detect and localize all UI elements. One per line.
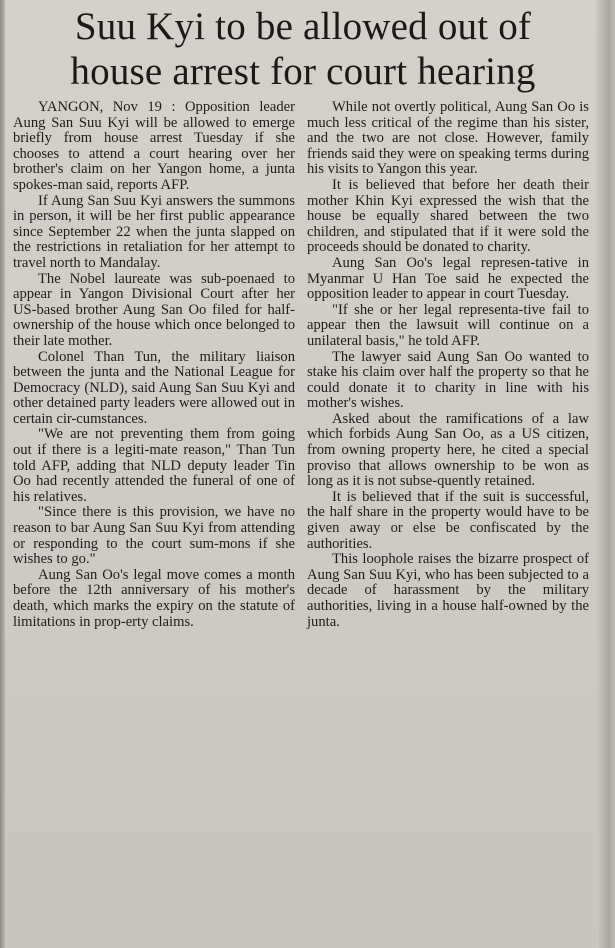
- paper-fold: [596, 0, 615, 948]
- paragraph: The lawyer said Aung San Oo wanted to stake his claim over half the property so that he could donate it to charity in line with his mother's wishes.: [307, 348, 589, 412]
- headline-line-2: house arrest for court hearing: [70, 50, 536, 93]
- paragraph: The Nobel laureate was sub-poenaed to appear in Yangon Divisional Court after her US-based brother Aung San Oo filed for half-ownership of the house which once belonged to their late mother.: [13, 270, 295, 349]
- paragraph: It is believed that before her death their mother Khin Kyi expressed the wish that the house be equally shared between the two children, and stipulated that if it were sold the proceeds should be donated to charity.: [307, 176, 589, 256]
- paragraph: YANGON, Nov 19 : Opposition leader Aung San Suu Kyi will be allowed to emerge briefly from house arrest Tuesday if she chooses to attend a court hearing over her brother's claim on her Yangon home, a junta spokes-man said, reports AFP.: [13, 99, 295, 193]
- paragraph: Colonel Than Tun, the military liaison between the junta and the National League for Democracy (NLD), said Aung San Suu Kyi and other detained party leaders were allowed out in certain cir-cumstances.: [13, 348, 295, 427]
- paragraph: This loophole raises the bizarre prospect of Aung San Suu Kyi, who has been subjected to a decade of harassment by the military authorities, living in a house half-owned by the junta.: [307, 551, 589, 630]
- paragraph: Asked about the ramifications of a law which forbids Aung San Oo, as a US citizen, from owning property here, he cited a special proviso that allows ownership to be won as long as it is not subse-quently retained.: [307, 410, 589, 490]
- paragraph: "We are not preventing them from going out if there is a legiti-mate reason," Than Tun told AFP, adding that NLD deputy leader Tin Oo had recently attended the funeral of one of his relatives.: [13, 426, 295, 505]
- paper-edge: [0, 0, 5, 948]
- article-column-left: [13, 100, 295, 630]
- paragraph: "If she or her legal representa-tive fail to appear then the lawsuit will continue on a unilateral basis," he told AFP.: [307, 301, 589, 349]
- headline: [14, 4, 592, 94]
- paragraph: If Aung San Suu Kyi answers the summons in person, it will be her first public appearance since September 22 when the junta slapped on the restrictions in retaliation for her attempt to travel north to Mandalay.: [13, 192, 295, 271]
- paragraph: It is believed that if the suit is successful, the half share in the property would have to be given away or else be confiscated by the authorities.: [307, 488, 589, 552]
- article-column-right: [307, 100, 589, 630]
- headline-line-1: Suu Kyi to be allowed out of: [74, 5, 532, 48]
- paragraph: Aung San Oo's legal represen-tative in Myanmar U Han Toe said he expected the opposition leader to appear in court Tuesday.: [307, 254, 589, 303]
- paragraph: Aung San Oo's legal move comes a month before the 12th anniversary of his mother's death, which marks the expiry on the statute of limitations in prop-erty claims.: [13, 566, 295, 630]
- paragraph: While not overtly political, Aung San Oo is much less critical of the regime than his sister, and the two are not close. However, family friends said they were on speaking terms during his visits to Yangon this year.: [307, 99, 589, 178]
- paragraph: "Since there is this provision, we have no reason to bar Aung San Suu Kyi from attending or responding to the court sum-mons if she wishes to go.": [13, 504, 295, 568]
